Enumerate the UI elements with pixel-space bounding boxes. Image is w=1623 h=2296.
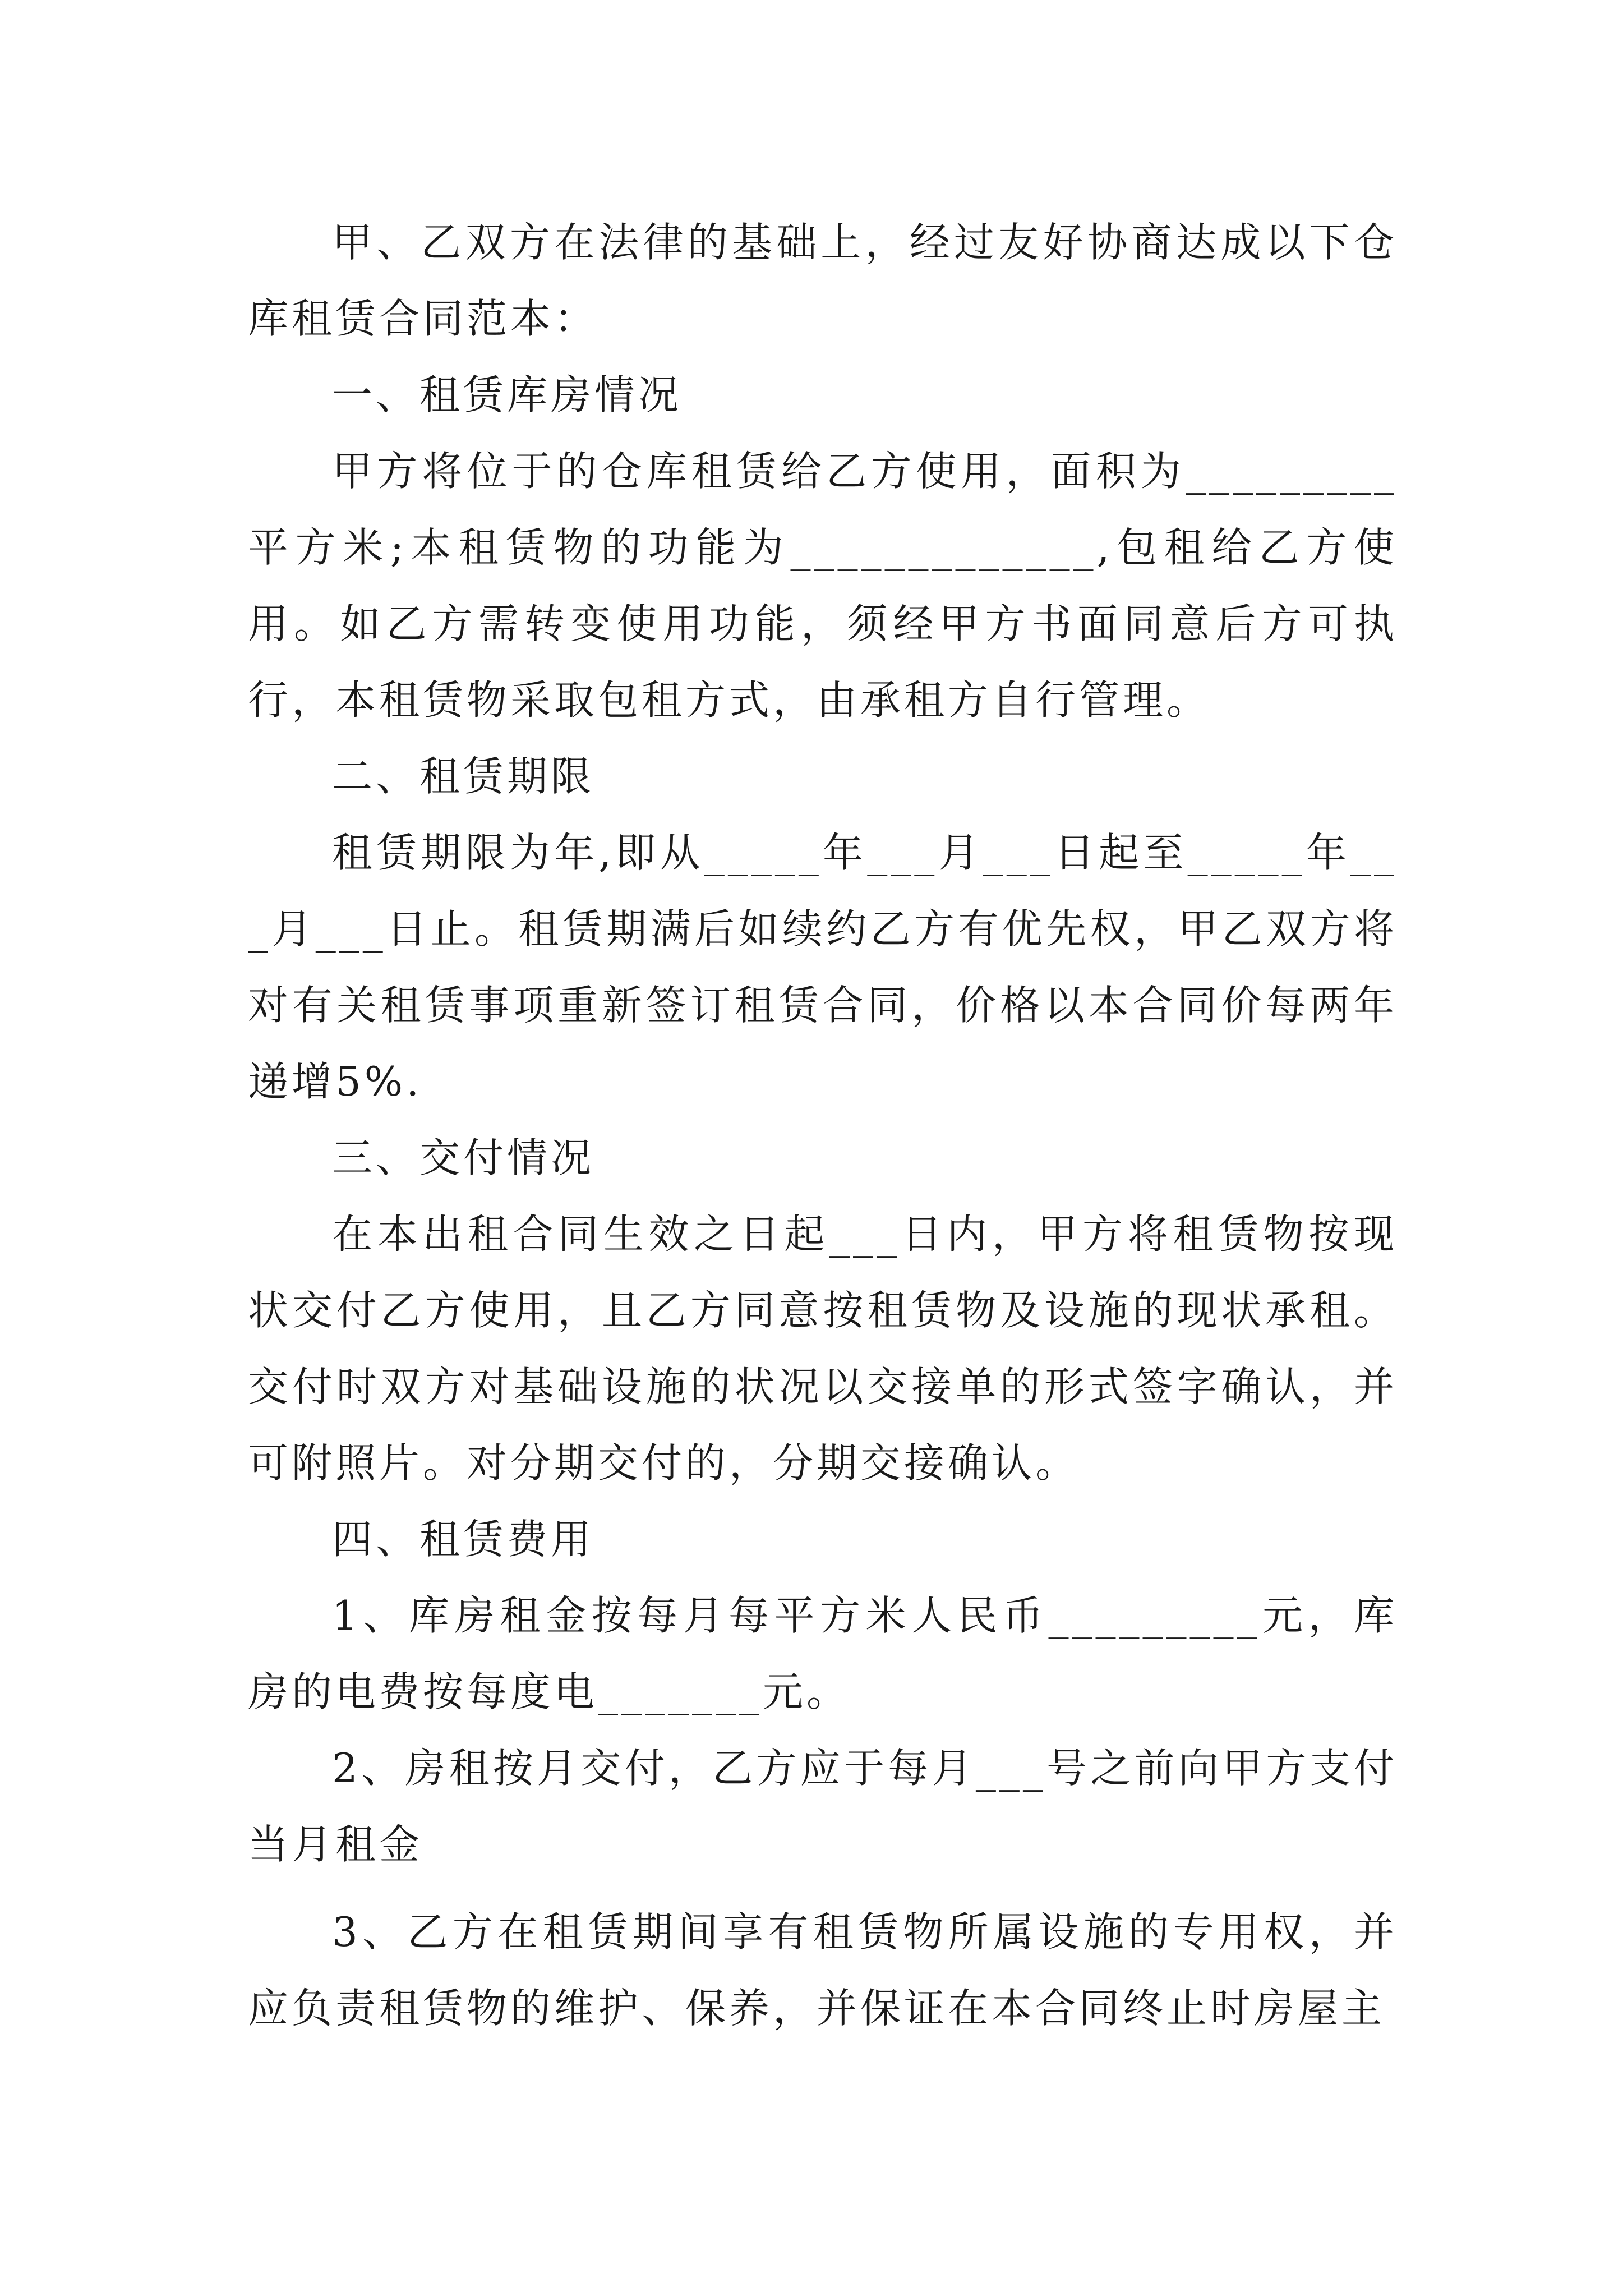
section-heading-3: 三、交付情况 [332, 1134, 595, 1181]
section-heading-1: 一、租赁库房情况 [332, 371, 683, 418]
section-4-item-1: 1、库房租金按每月每平方米人民币_________元，库房的电费按每度电_______元。 [248, 1592, 1398, 1715]
document-body [248, 204, 1398, 2046]
intro-paragraph: 甲、乙双方在法律的基础上，经过友好协商达成以下仓库租赁合同范本： [248, 219, 1398, 342]
section-heading-4: 四、租赁费用 [332, 1516, 595, 1563]
section-2-paragraph: 租赁期限为年,即从_____年___月___日起至_____年___月___日止。租赁期满后如续约乙方有优先权，甲乙双方将对有关租赁事项重新签订租赁合同，价格以本合同价每两年递增5%. [248, 829, 1398, 1105]
section-1-paragraph: 甲方将位于的仓库租赁给乙方使用，面积为_________平方米;本租赁物的功能为_____________,包租给乙方使用。如乙方需转变使用功能，须经甲方书面同意后方可执行，本租赁物采取包租方式，由承租方自行管理。 [248, 448, 1398, 724]
section-4-item-2: 2、房租按月交付，乙方应于每月___号之前向甲方支付当月租金 [248, 1745, 1398, 1868]
section-heading-2: 二、租赁期限 [332, 753, 595, 800]
section-3-paragraph: 在本出租合同生效之日起___日内，甲方将租赁物按现状交付乙方使用，且乙方同意按租赁物及设施的现状承租。交付时双方对基础设施的状况以交接单的形式签字确认，并可附照片。对分期交付的，分期交接确认。 [248, 1211, 1398, 1487]
section-4-item-3: 3、乙方在租赁期间享有租赁物所属设施的专用权，并应负责租赁物的维护、保养，并保证在本合同终止时房屋主 [248, 1908, 1398, 2032]
